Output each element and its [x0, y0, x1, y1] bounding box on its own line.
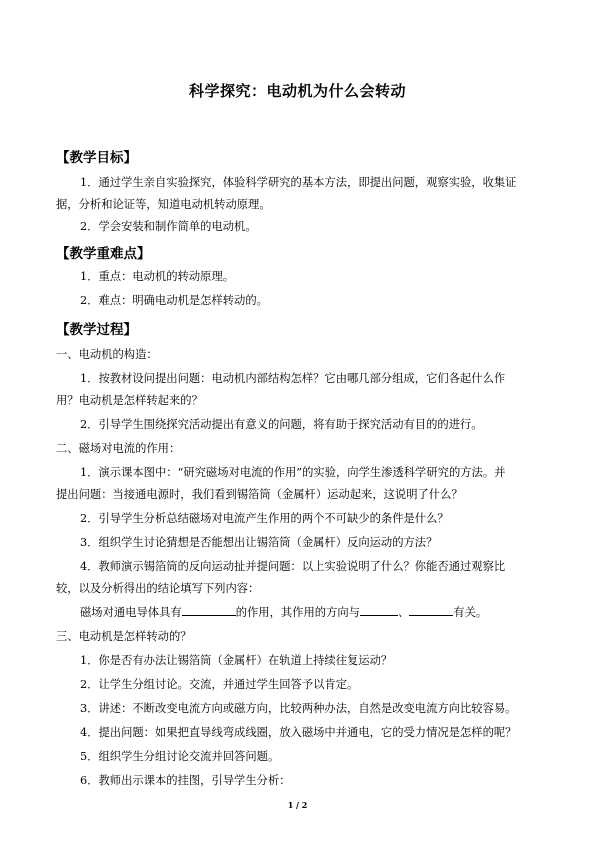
process-line: 1．演示课本图中：“研究磁场对电流的作用”的实验，向学生渗透科学研究的方法。并 [80, 466, 506, 479]
key-point-line: 1．重点：电动机的转动原理。 [80, 270, 235, 283]
page-title: 科学探究：电动机为什么会转动 [188, 82, 406, 100]
heading-teaching-process: 【教学过程】 [56, 322, 137, 338]
process-section-heading: 二、磁场对电流的作用： [56, 442, 181, 455]
process-line: 6．教师出示课本的挂图，引导学生分析： [80, 774, 291, 787]
process-line: 4．提出问题：如果把直导线弯成线圈，放入磁场中并通电，它的受力情况是怎样的呢？ [80, 726, 517, 739]
process-line: 2．引导学生分析总结磁场对电流产生作用的两个不可缺少的条件是什么？ [80, 512, 449, 525]
process-section-heading: 一、电动机的构造： [56, 348, 158, 361]
process-line: 2．引导学生围绕探究活动提出有意义的问题，将有助于探究活动有目的的进行。 [80, 418, 483, 431]
process-line: 较，以及分析得出的结论填写下列内容： [56, 582, 260, 595]
process-line: 1．你是否有办法让锡箔筒（金属杆）在轨道上持续往复运动？ [80, 654, 393, 667]
process-line: 1．按教材设问提出问题：电动机内部结构怎样？它由哪几部分组成，它们各起什么作 [80, 372, 506, 385]
key-point-line: 2．难点：明确电动机是怎样转动的。 [80, 294, 268, 307]
page-number: 1 / 2 [287, 800, 308, 810]
fill-in-text: 磁场对通电导体具有 [80, 606, 182, 619]
process-section-heading: 三、电动机是怎样转动的？ [56, 630, 192, 643]
fill-in-text: 的作用，其作用的方向与 [235, 606, 360, 619]
heading-teaching-goals: 【教学目标】 [56, 150, 137, 166]
fill-in-text: 、 [397, 606, 410, 619]
fill-in-blank[interactable] [182, 604, 236, 616]
goal-line: 2．学会安装和制作简单的电动机。 [80, 220, 257, 233]
fill-in-blank[interactable] [409, 604, 453, 616]
process-line: 4．教师演示锡箔筒的反向运动扯并提问题：以上实验说明了什么？你能否通过观察比 [80, 560, 506, 573]
process-line: 3．组织学生讨论猜想是否能想出让锡箔筒（金属杆）反向运动的方法？ [80, 536, 438, 549]
heading-key-difficult-points: 【教学重难点】 [56, 246, 151, 262]
process-line: 用？电动机是怎样转起来的？ [56, 394, 203, 407]
fill-in-blank[interactable] [360, 604, 398, 616]
fill-in-sentence [80, 602, 540, 624]
process-line: 2．让学生分组讨论。交流，并通过学生回答予以肯定。 [80, 678, 359, 691]
goal-line: 据，分析和论证等，知道电动机转动原理。 [56, 198, 271, 211]
process-line: 3．讲述：不断改变电流方向或磁方向，比较两种办法，自然是改变电流方向比较容易。 [80, 702, 517, 715]
process-line: 提出问题：当接通电源时，我们看到锡箔筒（金属杆）运动起来，这说明了什么？ [56, 488, 463, 501]
process-line: 5．组织学生分组讨论交流并回答问题。 [80, 750, 280, 763]
fill-in-text: 有关。 [453, 606, 488, 619]
goal-line: 1．通过学生亲自实验探究，体验科学研究的基本方法，即提出问题，观察实验，收集证 [80, 176, 517, 189]
